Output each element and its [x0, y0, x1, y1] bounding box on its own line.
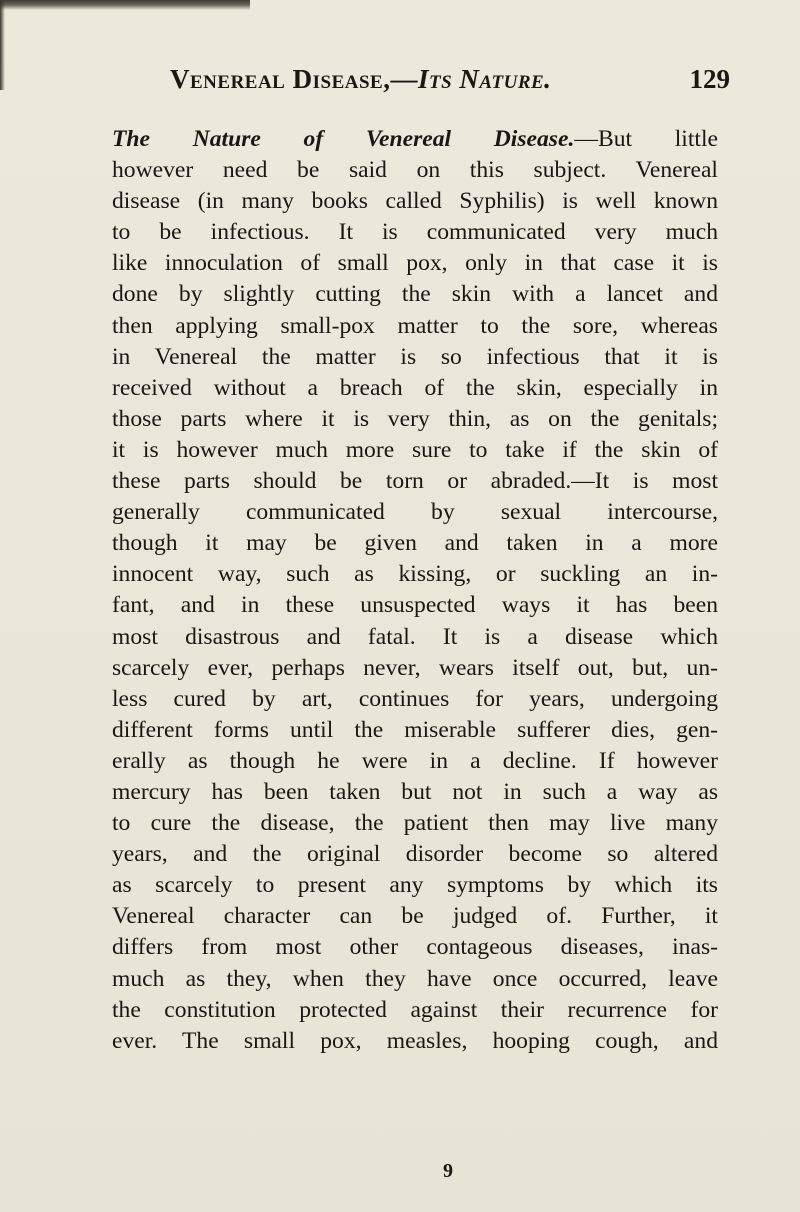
text-line-content: —But little [574, 126, 718, 152]
text-line: then applying small-pox matter to the sore, whereas [112, 312, 718, 339]
page-number: 129 [689, 64, 730, 94]
text-line: disease (in many books called Syphilis) is well known [112, 188, 718, 215]
text-line: different forms until the miserable sufferer dies, gen- [112, 716, 718, 743]
text-line: however need be said on this subject. Venereal [112, 157, 718, 184]
text-line: in Venereal the matter is so infectious that it is [112, 343, 718, 370]
text-line: most disastrous and fatal. It is a disease which [112, 623, 718, 650]
run-in-heading: The Nature of Venereal Disease. [112, 126, 575, 152]
text-line: done by slightly cutting the skin with a lancet and [112, 281, 718, 308]
text-line: innocent way, such as kissing, or suckling an in- [112, 561, 718, 588]
text-line: like innoculation of small pox, only in that case it is [112, 250, 718, 277]
running-head-title-italic: Its Nature. [417, 64, 552, 94]
text-line: years, and the original disorder become so altered [112, 841, 718, 868]
body-paragraph [112, 124, 718, 1057]
running-head [170, 64, 730, 104]
text-line: mercury has been taken but not in such a way as [112, 778, 718, 805]
text-line: differs from most other contageous diseases, inas- [112, 934, 718, 961]
text-line: to be infectious. It is communicated very much [112, 219, 718, 246]
text-line: Venereal character can be judged of. Further, it [112, 903, 718, 930]
text-line: ever. The small pox, measles, hooping cough, and [112, 1027, 718, 1054]
text-line: received without a breach of the skin, especially in [112, 374, 718, 401]
text-line: fant, and in these unsuspected ways it has been [112, 592, 718, 619]
text-line: the constitution protected against their recurrence for [112, 996, 718, 1023]
text-line [112, 124, 718, 155]
text-line: it is however much more sure to take if the skin of [112, 436, 718, 463]
text-line: generally communicated by sexual intercourse, [112, 499, 718, 526]
text-line: as scarcely to present any symptoms by which its [112, 872, 718, 899]
text-line: these parts should be torn or abraded.—It is most [112, 468, 718, 495]
text-line: those parts where it is very thin, as on the genitals; [112, 405, 718, 432]
text-line: erally as though he were in a decline. If however [112, 747, 718, 774]
page-edge-shadow [0, 0, 5, 90]
text-line: scarcely ever, perhaps never, wears itself out, but, un- [112, 654, 718, 681]
text-line: much as they, when they have once occurred, leave [112, 965, 718, 992]
signature-mark: 9 [443, 1160, 453, 1182]
text-line: to cure the disease, the patient then may live many [112, 810, 718, 837]
running-head-title-roman: Venereal Disease,— [170, 64, 418, 94]
text-line: less cured by art, continues for years, undergoing [112, 685, 718, 712]
text-line: though it may be given and taken in a more [112, 530, 718, 557]
running-head-title [170, 64, 551, 95]
binding-shadow [0, 0, 250, 10]
